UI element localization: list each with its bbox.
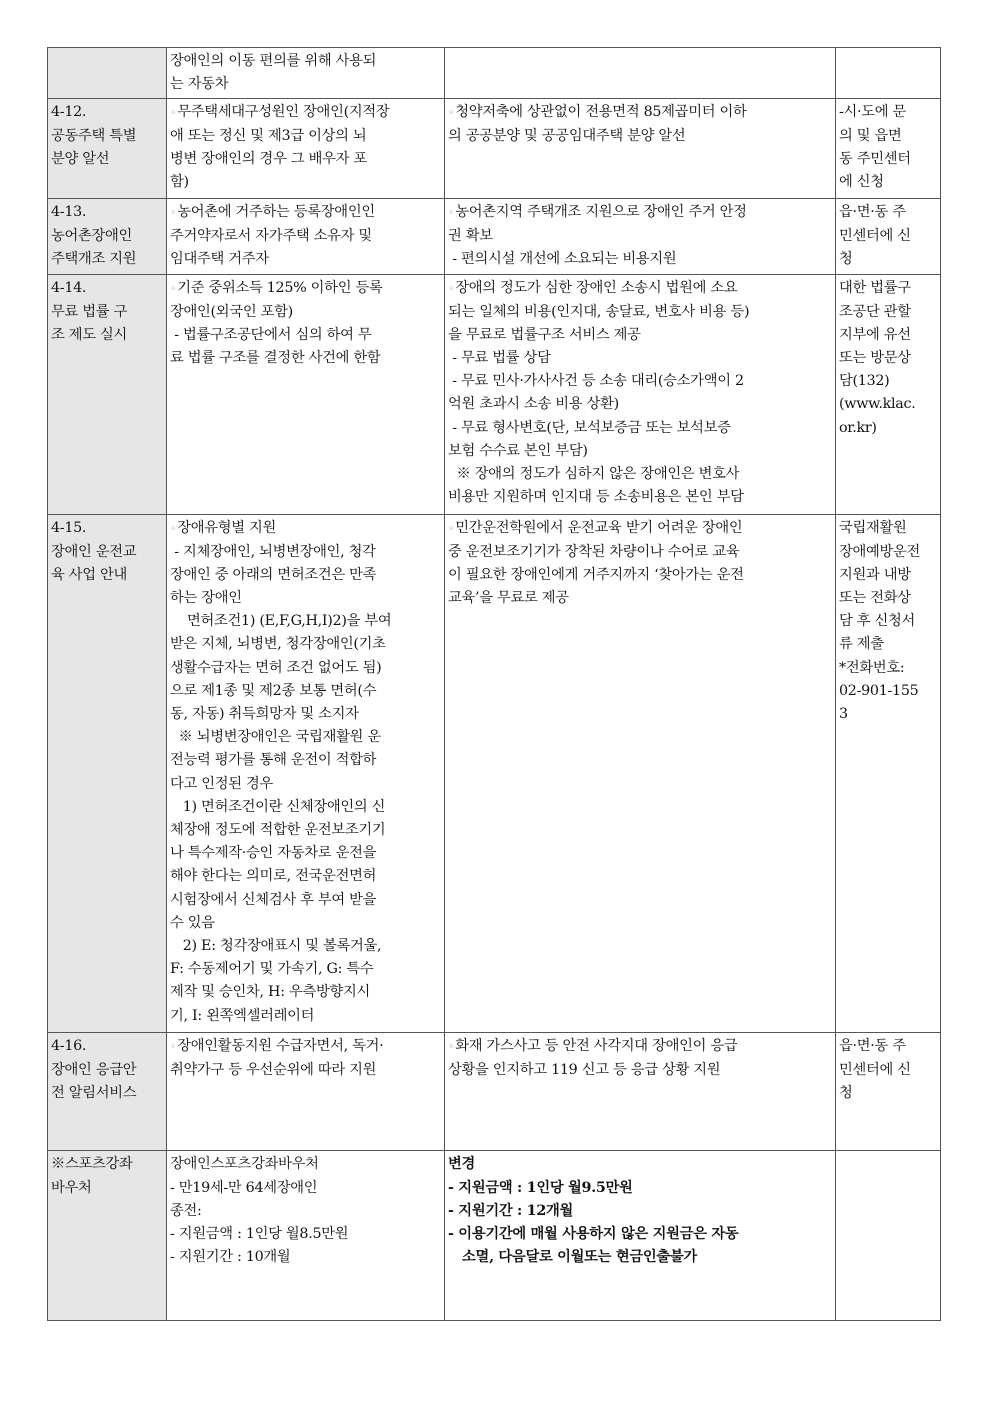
- table-row: [48, 199, 941, 275]
- text-line: -시·도에 문: [839, 104, 907, 121]
- row-target-cell: [167, 99, 445, 199]
- text-line: 장애인 중 아래의 면허조건은 만족: [170, 566, 377, 583]
- text-line: 주택개조 지원: [51, 250, 137, 267]
- row-apply-cell: [836, 1033, 941, 1151]
- text-line: ◦ 장애인활동지원 수급자면서, 독거·: [170, 1035, 441, 1058]
- text-line: 제작 및 승인차, H: 우측방향지시: [170, 984, 371, 1001]
- text-line: 상황을 인지하고 119 신고 등 응급 상황 지원: [448, 1061, 721, 1078]
- row-content-cell: [445, 1151, 836, 1321]
- table-row: [48, 1151, 941, 1321]
- text-line: - 지원금액 : 1인당 월8.5만원: [170, 1226, 349, 1243]
- text-line: 하는 장애인: [170, 590, 242, 607]
- text-line: ◦ 화재 가스사고 등 안전 사각지대 장애인이 응급: [448, 1035, 832, 1058]
- text-line: 수 있음: [170, 914, 215, 931]
- row-name-cell: [48, 99, 167, 199]
- table-row: [48, 515, 941, 1033]
- text-line: 동 주민센터: [839, 150, 911, 167]
- text-line: 또는 방문상: [839, 350, 911, 367]
- text-line: - 만19세-만 64세장애인: [170, 1179, 318, 1196]
- row-name-cell: [48, 1151, 167, 1321]
- text-line: 장애인 응급안: [51, 1061, 137, 1078]
- row-name-cell: [48, 1033, 167, 1151]
- table-row: [48, 48, 941, 99]
- text-line: F: 수동제어기 및 가속기, G: 특수: [170, 961, 374, 978]
- row-content-cell: [445, 515, 836, 1033]
- text-line: ◦ 농어촌에 거주하는 등록장애인인: [170, 201, 441, 224]
- text-line: 변경: [448, 1156, 476, 1173]
- text-line: 담 후 신청서: [839, 613, 916, 630]
- table-row: [48, 275, 941, 515]
- text-line: 민센터에 신: [839, 227, 911, 244]
- text-line: 장애인스포츠강좌바우처: [170, 1156, 319, 1173]
- text-line: 4-16.: [51, 1038, 87, 1055]
- text-line: 청: [839, 1084, 853, 1101]
- text-line: ◦ 장애의 정도가 심한 장애인 소송시 법원에 소요: [448, 277, 832, 300]
- text-line: 바우처: [51, 1179, 92, 1196]
- text-line: 의 및 읍면: [839, 127, 902, 144]
- text-line: 동, 자동) 취득희망자 및 소지자: [170, 706, 359, 723]
- text-line: - 법률구조공단에서 심의 하여 무: [170, 326, 372, 343]
- text-line: 읍·면·동 주: [839, 204, 906, 221]
- text-line: - 지원기간 : 10개월: [170, 1249, 291, 1266]
- text-line: 종전:: [170, 1202, 202, 1219]
- row-apply-cell: [836, 1151, 941, 1321]
- text-line: *전화번호:: [839, 659, 905, 676]
- text-line: 1) 면허조건이란 신체장애인의 신: [170, 798, 386, 815]
- text-line: 읍·면·동 주: [839, 1038, 906, 1055]
- text-line: 교육’을 무료로 제공: [448, 590, 569, 607]
- text-line: 생활수급자는 면허 조건 없어도 됨): [170, 659, 382, 676]
- text-line: 해야 한다는 의미로, 전국운전면허: [170, 868, 377, 885]
- text-line: 억원 초과시 소송 비용 상환): [448, 396, 619, 413]
- text-line: 청: [839, 250, 853, 267]
- text-line: 시험장에서 신체검사 후 부여 받을: [170, 891, 377, 908]
- text-line: 중 운전보조기기가 장착된 차량이나 수어로 교육: [448, 543, 740, 560]
- text-line: 02-901-155: [839, 682, 919, 699]
- row-target-cell: [167, 1151, 445, 1321]
- text-line: 면허조건1) (E,F,G,H,I)2)을 부여: [170, 613, 392, 630]
- text-line: 4-14.: [51, 280, 87, 297]
- text-line: 육 사업 안내: [51, 566, 128, 583]
- row-content-cell: [445, 1033, 836, 1151]
- text-line: 2) E: 청각장애표시 및 볼록거울,: [170, 938, 382, 955]
- text-line: 4-13.: [51, 204, 87, 221]
- text-line: ※ 장애의 정도가 심하지 않은 장애인은 변호사: [448, 466, 740, 483]
- row-content-cell: [445, 99, 836, 199]
- text-line: ◦ 민간운전학원에서 운전교육 받기 어려운 장애인: [448, 517, 832, 540]
- row-content-cell: [445, 199, 836, 275]
- text-line: 분양 알선: [51, 150, 110, 167]
- text-line: 전 알림서비스: [51, 1084, 137, 1101]
- text-line: - 이용기간에 매월 사용하지 않은 지원금은 자동: [448, 1226, 739, 1243]
- row-apply-cell: [836, 275, 941, 515]
- row-content-cell: [445, 275, 836, 515]
- text-line: 전능력 평가를 통해 운전이 적합하: [170, 752, 377, 769]
- text-line: 에 신청: [839, 174, 884, 191]
- text-line: 이 필요한 장애인에게 거주지까지 ‘찾아가는 운전: [448, 566, 744, 583]
- text-line: - 지원기간 : 12개월: [448, 1202, 574, 1219]
- document-table: [47, 47, 941, 1321]
- text-line: 권 확보: [448, 227, 493, 244]
- text-line: 장애예방운전: [839, 543, 921, 560]
- text-line: 조공단 관할: [839, 303, 911, 320]
- text-line: 담(132): [839, 373, 890, 390]
- text-line: 주거약자로서 자가주택 소유자 및: [170, 227, 372, 244]
- text-line: (www.klac.: [839, 396, 916, 413]
- text-line: 병변 장애인의 경우 그 배우자 포: [170, 150, 367, 167]
- text-line: 취약가구 등 우선순위에 따라 지원: [170, 1061, 377, 1078]
- text-line: 는 자동차: [170, 76, 229, 93]
- text-line: 나 특수제작·승인 자동차로 운전을: [170, 845, 377, 862]
- text-line: 의 공공분양 및 공공임대주택 분양 알선: [448, 127, 686, 144]
- row-target-cell: [167, 275, 445, 515]
- text-line: ◦ 장애유형별 지원: [170, 517, 441, 540]
- row-target-cell: [167, 515, 445, 1033]
- table-row: [48, 1033, 941, 1151]
- row-target-cell: [167, 199, 445, 275]
- text-line: 민센터에 신: [839, 1061, 911, 1078]
- text-line: ◦ 기준 중위소득 125% 이하인 등록: [170, 277, 441, 300]
- text-line: - 편의시설 개선에 소요되는 비용지원: [448, 250, 677, 267]
- text-line: - 무료 민사·가사사건 등 소송 대리(승소가액이 2: [448, 373, 744, 390]
- text-line: 장애인(외국인 포함): [170, 303, 293, 320]
- text-line: 되는 일체의 비용(인지대, 송달료, 변호사 비용 등): [448, 303, 750, 320]
- text-line: 지원과 내방: [839, 566, 911, 583]
- text-line: 대한 법률구: [839, 280, 911, 297]
- text-line: ※스포츠강좌: [51, 1156, 133, 1173]
- text-line: 임대주택 거주자: [170, 250, 269, 267]
- row-name-cell: [48, 48, 167, 99]
- text-line: 지부에 유선: [839, 326, 911, 343]
- text-line: 3: [839, 706, 848, 723]
- row-apply-cell: [836, 48, 941, 99]
- text-line: 소멸, 다음달로 이월또는 현금인출불가: [448, 1249, 697, 1266]
- text-line: 기, I: 왼쪽엑셀러레이터: [170, 1007, 315, 1024]
- row-apply-cell: [836, 515, 941, 1033]
- text-line: 4-12.: [51, 104, 87, 121]
- text-line: 받은 지체, 뇌병변, 청각장애인(기초: [170, 636, 386, 653]
- text-line: 보험 수수료 본인 부담): [448, 442, 588, 459]
- text-line: 료 법률 구조를 결정한 사건에 한함: [170, 350, 381, 367]
- text-line: 또는 전화상: [839, 590, 911, 607]
- text-line: - 지체장애인, 뇌병변장애인, 청각: [170, 543, 376, 560]
- text-line: 장애인 운전교: [51, 543, 137, 560]
- text-line: - 무료 형사변호(단, 보석보증금 또는 보석보증: [448, 419, 731, 436]
- text-line: 다고 인정된 경우: [170, 775, 274, 792]
- text-line: 농어촌장애인: [51, 227, 133, 244]
- text-line: 으로 제1종 및 제2종 보통 면허(수: [170, 682, 377, 699]
- text-line: 국립재활원: [839, 520, 907, 537]
- text-line: ◦ 무주택세대구성원인 장애인(지적장: [170, 101, 441, 124]
- row-target-cell: [167, 1033, 445, 1151]
- text-line: ※ 뇌병변장애인은 국립재활원 운: [170, 729, 381, 746]
- text-line: 무료 법률 구: [51, 303, 128, 320]
- row-name-cell: [48, 275, 167, 515]
- text-line: 4-15.: [51, 520, 87, 537]
- text-line: or.kr): [839, 419, 877, 436]
- row-name-cell: [48, 199, 167, 275]
- text-line: 류 제출: [839, 636, 884, 653]
- text-line: 비용만 지원하며 인지대 등 소송비용은 본인 부담: [448, 489, 744, 506]
- text-line: 을 무료로 법률구조 서비스 제공: [448, 326, 641, 343]
- row-apply-cell: [836, 199, 941, 275]
- table-row: [48, 99, 941, 199]
- text-line: ◦ 청약저축에 상관없이 전용면적 85제곱미터 이하: [448, 101, 832, 124]
- text-line: 공동주택 특별: [51, 127, 137, 144]
- text-line: 함): [170, 174, 189, 191]
- row-name-cell: [48, 515, 167, 1033]
- text-line: 애 또는 정신 및 제3급 이상의 뇌: [170, 127, 367, 144]
- row-apply-cell: [836, 99, 941, 199]
- text-line: 조 제도 실시: [51, 326, 128, 343]
- text-line: - 지원금액 : 1인당 월9.5만원: [448, 1179, 633, 1196]
- text-line: 장애인의 이동 편의를 위해 사용되: [170, 53, 377, 69]
- text-line: 체장애 정도에 적합한 운전보조기기: [170, 822, 386, 839]
- text-line: ◦ 농어촌지역 주택개조 지원으로 장애인 주거 안정: [448, 201, 832, 224]
- text-line: - 무료 법률 상담: [448, 350, 551, 367]
- row-content-cell: [445, 48, 836, 99]
- row-target-cell: [167, 48, 445, 99]
